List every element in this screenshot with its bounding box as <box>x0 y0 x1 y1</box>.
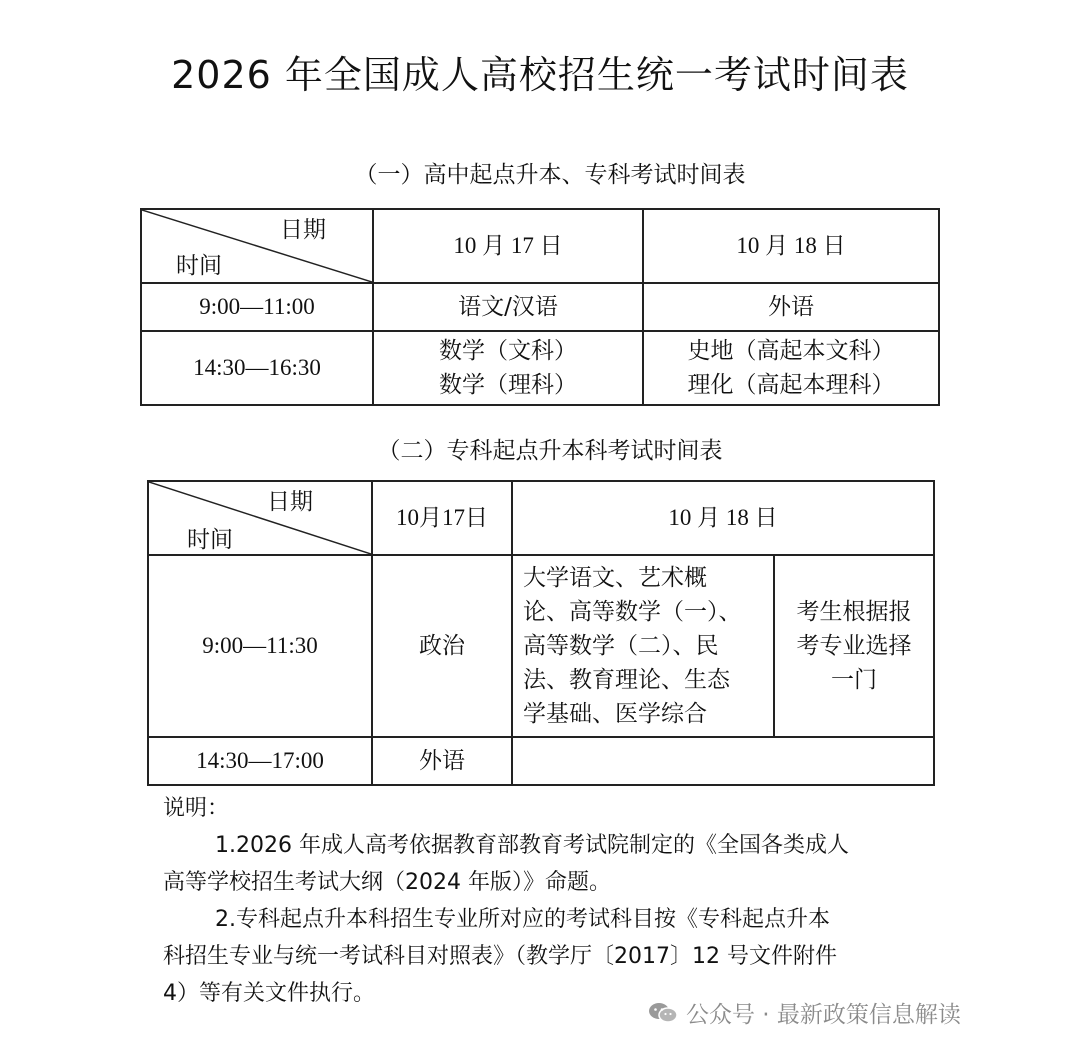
date-label: 日期 <box>267 489 313 515</box>
subject-line: 论、高等数学（一）、 <box>523 599 742 625</box>
subject-cell: 政治 <box>372 555 512 737</box>
time-label: 时间 <box>187 527 233 553</box>
note-line: 考专业选择 <box>796 633 912 659</box>
table1-corner-cell <box>141 209 373 283</box>
diagonal-line <box>149 482 371 554</box>
wechat-icon <box>648 1002 678 1024</box>
watermark <box>648 996 961 1029</box>
subject-line: 高等数学（二）、民 <box>523 633 719 659</box>
schedule-table-2 <box>147 480 935 786</box>
subject-line: 史地（高起本文科） <box>687 338 895 364</box>
table2-row <box>148 555 934 737</box>
table2-day2-header: 10 月 18 日 <box>512 481 934 555</box>
subject-cell <box>373 331 643 405</box>
schedule-table-1 <box>140 208 940 406</box>
time-cell: 14:30—16:30 <box>141 331 373 405</box>
table1-row <box>141 331 939 405</box>
table2-corner-cell <box>148 481 372 555</box>
subject-cell: 外语 <box>643 283 939 331</box>
note-item-2-line: 科招生专业与统一考试科目对照表》（教学厅〔2017〕12 号文件附件 <box>163 944 837 969</box>
subject-line: 大学语文、艺术概 <box>523 565 707 591</box>
table2-row <box>148 737 934 785</box>
table1-day2-header: 10 月 18 日 <box>643 209 939 283</box>
subject-line: 数学（理科） <box>439 372 577 398</box>
note-item-1-line: 高等学校招生考试大纲（2024 年版）》命题。 <box>163 870 611 895</box>
note-line: 考生根据报 <box>796 599 912 625</box>
time-cell: 14:30—17:00 <box>148 737 372 785</box>
table2-header-row <box>148 481 934 555</box>
time-cell: 9:00—11:00 <box>141 283 373 331</box>
time-cell: 9:00—11:30 <box>148 555 372 737</box>
note-line: 一门 <box>831 667 877 693</box>
page-title: 2026 年全国成人高校招生统一考试时间表 <box>171 53 909 97</box>
table2-day1-header: 10月17日 <box>372 481 512 555</box>
subject-list-cell <box>512 555 774 737</box>
subject-line: 理化（高起本理科） <box>687 372 895 398</box>
table1-row <box>141 283 939 331</box>
time-label: 时间 <box>176 253 222 279</box>
subject-line: 数学（文科） <box>439 338 577 364</box>
subject-cell <box>643 331 939 405</box>
table1-day1-header: 10 月 17 日 <box>373 209 643 283</box>
selection-note-cell <box>774 555 934 737</box>
subject-line: 学基础、医学综合 <box>523 701 707 727</box>
notes-heading: 说明： <box>163 796 230 821</box>
subject-cell: 语文/汉语 <box>373 283 643 331</box>
empty-cell <box>512 737 934 785</box>
notes-section <box>163 790 933 1012</box>
table1-header-row <box>141 209 939 283</box>
section1-heading: （一）高中起点升本、专科考试时间表 <box>354 162 746 188</box>
subject-line: 法、教育理论、生态 <box>523 667 730 693</box>
watermark-text: 公众号 · 最新政策信息解读 <box>686 1002 961 1028</box>
note-item-2-line: 4）等有关文件执行。 <box>163 981 375 1006</box>
note-item-2-line: 2.专科起点升本科招生专业所对应的考试科目按《专科起点升本 <box>215 907 830 932</box>
subject-cell: 外语 <box>372 737 512 785</box>
section2-heading: （二）专科起点升本科考试时间表 <box>377 438 723 464</box>
note-item-1-line: 1.2026 年成人高考依据教育部教育考试院制定的《全国各类成人 <box>215 833 849 858</box>
date-label: 日期 <box>280 217 326 243</box>
